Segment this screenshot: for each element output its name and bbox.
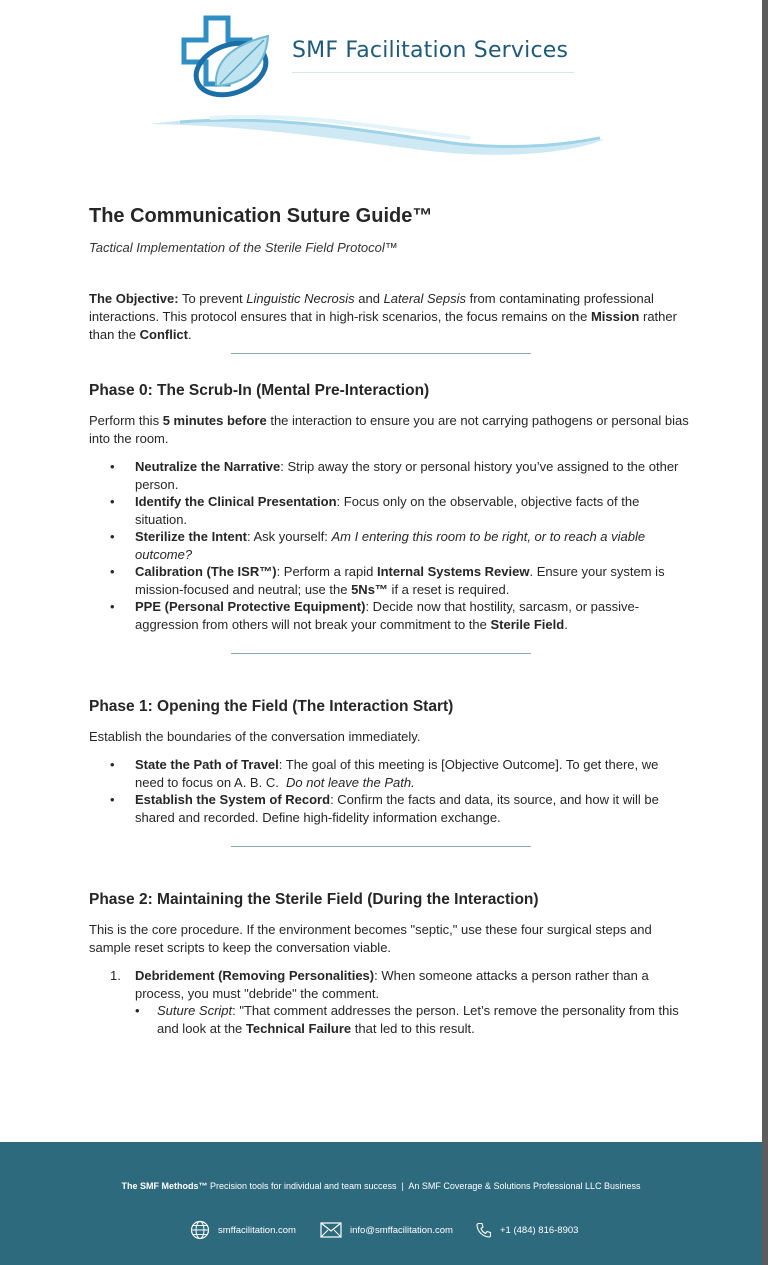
item-text: : Decide now that hostility, sarcasm, or passive-aggression from others will not break your commitment to the [135, 599, 640, 632]
item-text: : Ask yourself: [246, 529, 332, 544]
item-emphasis: Sterile Field [490, 616, 565, 632]
footer-tagline-text: Precision tools for individual and team success | An SMF Coverage & Solutions Professional LLC Business [207, 1181, 641, 1191]
item-text: : Perform a rapid [276, 564, 377, 579]
step-label: Debridement (Removing Personalities) [135, 968, 375, 983]
item-label: Neutralize the Narrative [135, 459, 281, 474]
document-body [89, 200, 689, 1037]
footer-brand: The SMF Methods™ [121, 1181, 208, 1191]
objective-text: . [188, 327, 192, 342]
intro-text: Perform this [89, 413, 163, 428]
item-text: if a reset is required. [387, 581, 510, 597]
item-question: Am I entering this room to be right, or to reach a viable outcome? [135, 529, 646, 562]
brand-name: SMF Facilitation Services [292, 38, 569, 63]
item-emphasis: 5Ns™ [351, 581, 388, 597]
list-item [110, 598, 689, 633]
phase-1-intro: Establish the boundaries of the conversation immediately. [89, 729, 421, 744]
list-item [110, 493, 689, 528]
document-subtitle: Tactical Implementation of the Sterile Field Protocol™ [89, 240, 398, 255]
section-divider [231, 846, 531, 847]
footer-tagline [0, 1181, 762, 1191]
phase-2-intro: This is the core procedure. If the environment becomes "septic," use these four surgical steps and sample reset scripts to keep the conversation viable. [89, 922, 652, 955]
script-text: that led to this result. [351, 1020, 475, 1036]
list-item [110, 756, 689, 791]
globe-icon [190, 1220, 210, 1240]
objective-text: and [354, 291, 384, 306]
list-item [110, 791, 689, 826]
list-item [110, 528, 689, 563]
website-contact[interactable] [190, 1218, 296, 1242]
page-edge [762, 0, 768, 1265]
script-label: Suture Script [157, 1003, 233, 1018]
phone-contact[interactable] [476, 1218, 578, 1242]
phone-link[interactable]: +1 (484) 816-8903 [500, 1224, 579, 1236]
phase-0-list [110, 458, 689, 633]
suture-script [135, 1002, 689, 1037]
phase-2-steps [110, 967, 689, 1037]
step-item [110, 967, 689, 1037]
item-emphasis: Do not leave the Path. [286, 774, 415, 790]
item-label: Calibration (The ISR™) [135, 564, 277, 579]
item-text: : Strip away the story or personal history you’ve assigned to the other person. [135, 459, 679, 492]
email-link[interactable]: info@smffacilitation.com [350, 1224, 453, 1236]
section-divider [231, 653, 531, 654]
item-emphasis: Internal Systems Review [377, 564, 530, 579]
step-number: 1. [110, 968, 121, 983]
phase-0-heading: Phase 0: The Scrub-In (Mental Pre-Interaction) [89, 382, 430, 399]
objective-label: The Objective: [89, 291, 179, 306]
section-divider [231, 353, 531, 354]
item-label: State the Path of Travel [135, 757, 279, 772]
script-emphasis: Technical Failure [245, 1020, 352, 1036]
item-label: Identify the Clinical Presentation [135, 494, 337, 509]
wave-decoration [140, 104, 620, 164]
phase-2-heading: Phase 2: Maintaining the Sterile Field (During the Interaction) [89, 891, 539, 908]
item-text: . [564, 616, 568, 632]
envelope-icon [320, 1222, 342, 1238]
header-logo [140, 12, 620, 172]
objective-term: Lateral Sepsis [383, 291, 466, 306]
objective-text: rather than the [89, 309, 677, 342]
step-sublist [135, 1002, 689, 1037]
objective-emphasis: Mission [590, 309, 640, 324]
phone-icon [476, 1222, 492, 1238]
footer-contacts [190, 1218, 610, 1242]
item-text: : Confirm the facts and data, its source, and how it will be shared and recorded. Define high-fidelity information exchange. [135, 792, 659, 825]
script-text: : "That comment addresses the person. Let’s remove the personality from this and look at the [157, 1003, 679, 1036]
item-text: : Focus only on the observable, objective facts of the situation. [135, 494, 640, 527]
list-item [110, 458, 689, 493]
objective-paragraph [89, 290, 689, 344]
item-label: Establish the System of Record [135, 792, 331, 807]
item-label: Sterilize the Intent [135, 529, 247, 544]
objective-text: from contaminating professional interactions. This protocol ensures that in high-risk scenarios, the focus remains on the [89, 291, 654, 324]
brand-underline [292, 72, 574, 73]
document-title: The Communication Suture Guide™ [89, 205, 433, 227]
objective-text: To prevent [178, 291, 247, 306]
item-text: : The goal of this meeting is [Objective Outcome]. To get there, we need to focus on A. B. C. [135, 757, 662, 790]
phase-1-heading: Phase 1: Opening the Field (The Interaction Start) [89, 698, 454, 715]
objective-term: Linguistic Necrosis [246, 291, 355, 306]
website-link[interactable]: smffacilitation.com [218, 1224, 296, 1236]
page-footer [0, 1142, 762, 1265]
intro-text: the interaction to ensure you are not carrying pathogens or personal bias into the room. [89, 413, 689, 446]
item-text: . Ensure your system is mission-focused and neutral; use the [135, 564, 665, 597]
item-label: PPE (Personal Protective Equipment) [135, 599, 366, 614]
phase-1-list [110, 756, 689, 826]
medical-cross-leaf-icon [176, 14, 276, 104]
email-contact[interactable] [320, 1218, 453, 1242]
objective-emphasis: Conflict [139, 327, 188, 342]
intro-emphasis: 5 minutes before [162, 413, 267, 428]
phase-0-intro [89, 412, 689, 448]
list-item [110, 563, 689, 598]
step-text: : When someone attacks a person rather than a process, you must "debride" the comment. [135, 968, 649, 1001]
